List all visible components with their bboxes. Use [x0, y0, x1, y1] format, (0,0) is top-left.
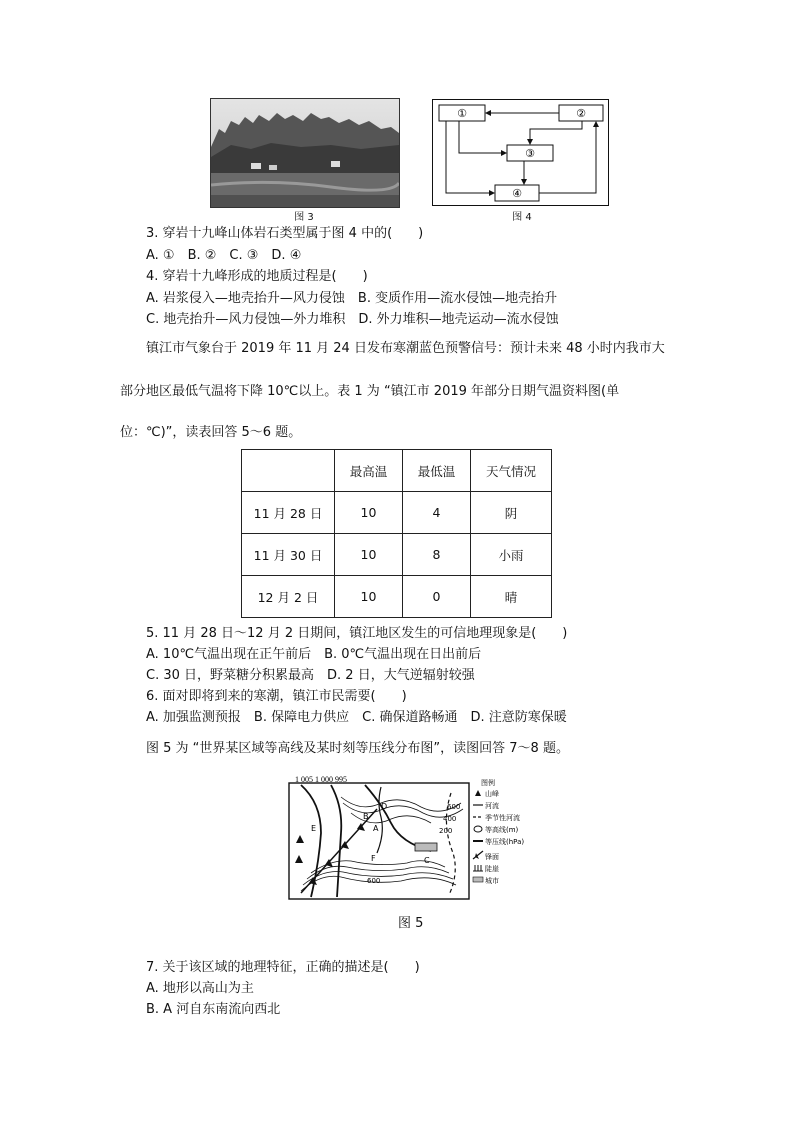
table-cell: 10	[335, 534, 403, 576]
legend-item: 山峰	[485, 790, 499, 798]
table-cell: 晴	[471, 576, 552, 618]
isobar-labels: 1 005 1 000 995	[295, 775, 347, 784]
point-label-b: B	[363, 812, 369, 821]
table-header-cell	[242, 450, 335, 492]
table-header-cell: 最低温	[403, 450, 471, 492]
question-5-stem: 5. 11 月 28 日～12 月 2 日期间，镇江地区发生的可信地理现象是( )	[146, 626, 568, 641]
question-4-stem: 4. 穿岩十九峰形成的地质过程是( )	[146, 269, 368, 284]
legend-city-icon	[473, 877, 483, 882]
legend-item: 等压线(hPa)	[485, 838, 525, 846]
table-row	[242, 492, 552, 534]
question-5-options-ab: A. 10℃气温出现在正午前后 B. 0℃气温出现在日出前后	[146, 647, 482, 662]
question-6-stem: 6. 面对即将到来的寒潮，镇江市民需要( )	[146, 689, 407, 704]
contour-label: 400	[443, 815, 457, 823]
table-header-cell: 最高温	[335, 450, 403, 492]
legend-peak-icon	[475, 790, 481, 796]
point-label-d: D	[381, 802, 388, 811]
question-3-options: A. ① B. ② C. ③ D. ④	[146, 248, 302, 263]
contour-label: 600	[367, 877, 381, 885]
table-cell: 11 月 30 日	[242, 534, 335, 576]
figure-3-caption: 图 3	[294, 212, 314, 223]
node-2-label: ②	[576, 107, 586, 120]
question-4-options-cd: C. 地壳抬升—风力侵蚀—外力堆积 D. 外力堆积—地壳运动—流水侵蚀	[146, 312, 559, 327]
legend-cliff-icon	[473, 865, 483, 871]
passage-line-1: 镇江市气象台于 2019 年 11 月 24 日发布寒潮蓝色预警信号：预计未来 48 小时内我市大	[146, 341, 665, 356]
figure-4-caption: 图 4	[512, 212, 532, 223]
figure-5-caption: 图 5	[398, 916, 424, 931]
table-cell: 8	[403, 534, 471, 576]
node-3-label: ③	[525, 147, 535, 160]
point-label-f: F	[371, 854, 376, 863]
legend-item: 等高线(m)	[485, 826, 519, 834]
table-cell: 0	[403, 576, 471, 618]
question-7-stem: 7. 关于该区域的地理特征，正确的描述是( )	[146, 960, 420, 975]
node-1-label: ①	[457, 107, 467, 120]
point-label-e: E	[311, 824, 317, 833]
legend-item: 锋面	[485, 853, 499, 861]
table-cell: 10	[335, 576, 403, 618]
question-5-options-cd: C. 30 日，野菜糖分积累最高 D. 2 日，大气逆辐射较强	[146, 668, 475, 683]
table-row	[242, 534, 552, 576]
legend-contour-icon	[474, 826, 482, 832]
table-cell: 4	[403, 492, 471, 534]
figure-4-diagram	[432, 99, 609, 206]
question-4-options-ab: A. 岩浆侵入—地壳抬升—风力侵蚀 B. 变质作用—流水侵蚀—地壳抬升	[146, 291, 558, 306]
figure-5-intro: 图 5 为 “世界某区域等高线及某时刻等压线分布图”，读图回答 7～8 题。	[146, 741, 569, 756]
question-6-options: A. 加强监测预报 B. 保障电力供应 C. 确保道路畅通 D. 注意防寒保暖	[146, 710, 567, 725]
figure-3-photo	[210, 98, 400, 208]
passage-line-3: 位：℃)”，读表回答 5～6 题。	[120, 425, 302, 440]
legend-item: 陡崖	[485, 865, 499, 873]
table-header-row	[242, 450, 552, 492]
passage-line-2: 部分地区最低气温将下降 10℃以上。表 1 为 “镇江市 2019 年部分日期气温资料图(单	[120, 384, 620, 399]
legend-title: 图例	[481, 779, 495, 787]
mountain-photo-image	[211, 99, 399, 207]
figure-5-map	[281, 773, 543, 901]
question-7-option-b: B. A 河自东南流向西北	[146, 1002, 281, 1017]
legend-item: 城市	[485, 877, 499, 885]
table-cell: 阴	[471, 492, 552, 534]
table-cell: 12 月 2 日	[242, 576, 335, 618]
table-cell: 小雨	[471, 534, 552, 576]
question-3-stem: 3. 穿岩十九峰山体岩石类型属于图 4 中的( )	[146, 226, 424, 241]
legend-item: 河流	[485, 802, 499, 810]
temperature-table	[241, 449, 552, 618]
table-cell: 11 月 28 日	[242, 492, 335, 534]
legend-item: 季节性河流	[485, 814, 520, 822]
node-4-label: ④	[512, 187, 522, 200]
point-label-a: A	[373, 824, 379, 833]
table-row	[242, 576, 552, 618]
table-header-cell: 天气情况	[471, 450, 552, 492]
question-7-option-a: A. 地形以高山为主	[146, 981, 254, 996]
table-cell: 10	[335, 492, 403, 534]
contour-label: 200	[439, 827, 453, 835]
contour-label: 600	[447, 803, 461, 811]
point-label-c: C	[424, 856, 430, 865]
